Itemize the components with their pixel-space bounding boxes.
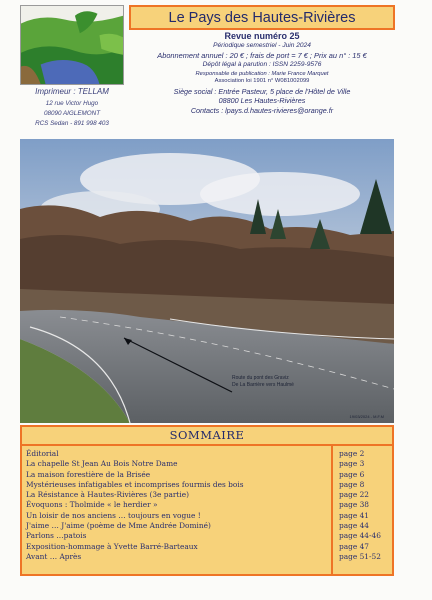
toc-item[interactable] <box>22 511 392 521</box>
toc-item-page: page 44-46 <box>339 531 381 541</box>
toc-item[interactable] <box>22 449 392 459</box>
toc-item-title: Parlons …patois <box>26 531 87 541</box>
toc-item[interactable] <box>22 521 392 531</box>
printer-info <box>20 87 124 127</box>
toc-item-page: page 38 <box>339 500 369 510</box>
photo-stamp: 19/03/2024 - M.F.M <box>349 414 384 419</box>
association-number: Association loi 1901 n° W081002099 <box>214 78 310 85</box>
toc-item-title: La Résistance à Hautes-Rivières (3e partie) <box>26 490 190 500</box>
printer-label: Imprimeur : TELLAM <box>35 87 109 96</box>
toc-item[interactable] <box>22 552 392 562</box>
toc-item-title: Avant … Après <box>26 551 82 561</box>
toc-item-title: La chapelle St Jean Au Bois Notre Dame <box>26 459 178 469</box>
printer-city: 08090 AIGLEMONT <box>43 110 101 117</box>
logo <box>20 5 124 85</box>
toc-item-page: page 44 <box>339 521 369 531</box>
legal-deposit: Dépôt légal à parution : ISSN 2259-9576 <box>202 61 322 68</box>
toc-item-title: J'aime … J'aime (poème de Mme Andrée Dominé) <box>26 521 211 531</box>
toc-item-page: page 2 <box>339 449 365 458</box>
toc-item-page: page 41 <box>339 510 369 520</box>
magazine-title: Le Pays des Hautes-Rivières <box>129 5 395 30</box>
masthead-info <box>129 32 395 114</box>
cover-photo <box>20 139 394 423</box>
toc-list <box>22 446 392 562</box>
toc-item-title: Un loisir de nos anciens … toujours en vogue ! <box>26 510 201 520</box>
toc-item[interactable] <box>22 459 392 469</box>
toc-item[interactable] <box>22 542 392 552</box>
issue-number: Revue numéro 25 <box>224 31 300 41</box>
toc-item[interactable] <box>22 500 392 510</box>
contact-email: Contacts : lpays.d.hautes-rivieres@orange.fr <box>190 105 334 115</box>
period: Périodique semestriel - Juin 2024 <box>213 42 311 49</box>
publisher-responsible: Responsable de publication : Marie France Marquet <box>195 70 329 77</box>
toc-item-page: page 47 <box>339 541 369 551</box>
toc-item-title: La maison forestière de la Brisée <box>26 469 151 479</box>
toc-item-page: page 8 <box>339 479 365 489</box>
toc-title: SOMMAIRE <box>22 427 392 446</box>
road-landscape-image <box>20 139 394 423</box>
toc-item-title: Exposition-hommage à Yvette Barré-Barteaux <box>26 541 198 551</box>
toc-item-title: Éditorial <box>26 449 59 458</box>
logo-landscape <box>21 6 123 84</box>
printer-street: 12 rue Victor Hugo <box>45 100 99 107</box>
toc-item[interactable] <box>22 490 392 500</box>
printer-rcs: RCS Sedan - 891 998 403 <box>35 120 109 127</box>
subscription-info: Abonnement annuel : 20 € ; frais de port = 7 € ; Prix au n° : 15 € <box>157 50 367 60</box>
toc-body <box>22 446 392 574</box>
toc-item[interactable] <box>22 531 392 541</box>
photo-caption-line2: De La Barrière vers Haulmé <box>232 382 294 388</box>
head-office: Siège social : Entrée Pasteur, 5 place de l'Hôtel de Ville <box>173 87 351 97</box>
toc-item-page: page 6 <box>339 469 365 479</box>
toc-item-title: Mystérieuses infatigables et incomprises fourmis des bois <box>26 479 244 489</box>
toc-item-title: Évoquons : Tholmide « le herdier » <box>26 500 158 510</box>
table-of-contents <box>20 425 394 576</box>
toc-item-page: page 22 <box>339 490 369 500</box>
toc-item[interactable] <box>22 470 392 480</box>
head-office-town: 08800 Les Hautes-Rivières <box>218 96 306 106</box>
toc-item-page: page 51-52 <box>339 551 381 561</box>
photo-caption-line1: Route du pont des Graviz <box>232 375 289 381</box>
toc-item-page: page 3 <box>339 459 365 469</box>
toc-item[interactable] <box>22 480 392 490</box>
